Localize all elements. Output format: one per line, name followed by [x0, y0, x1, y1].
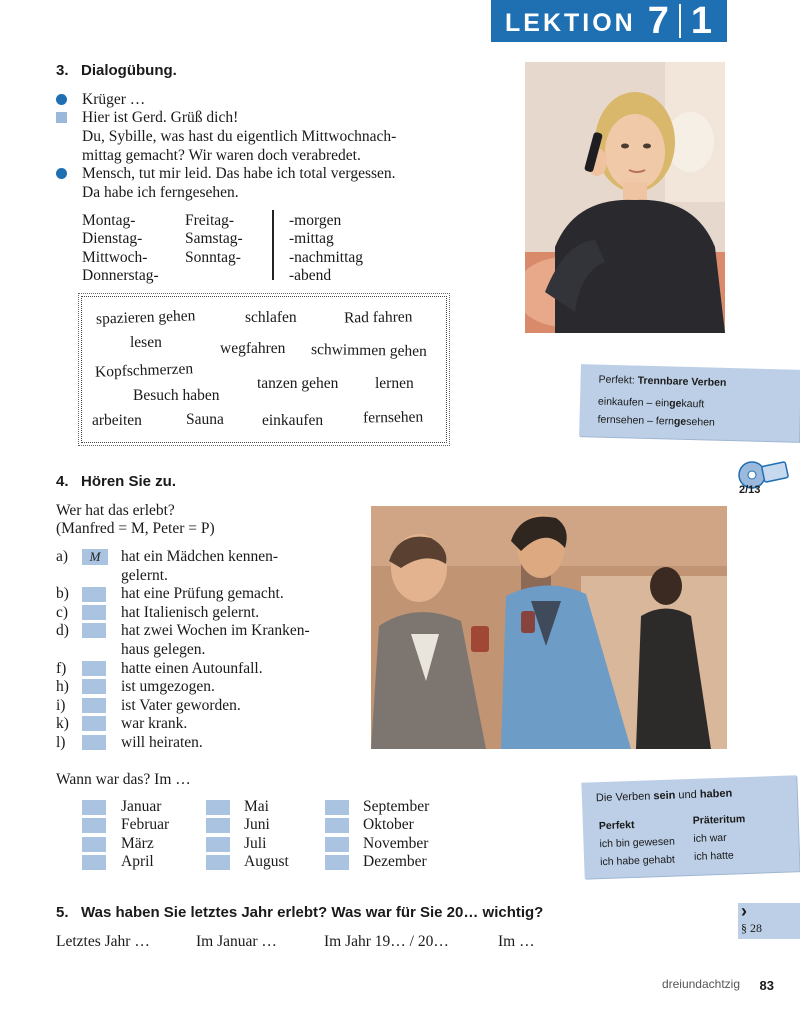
activity-word: Rad fahren	[343, 308, 413, 327]
verb-form: ich war	[693, 831, 727, 845]
month-label: März	[121, 835, 154, 852]
dialogue-line: Du, Sybille, was hast du eigentlich Mittwochnach-	[82, 128, 397, 145]
activity-word: spazieren gehen	[95, 307, 196, 328]
day-option: Mittwoch-	[82, 249, 148, 266]
month-label: Juni	[244, 816, 270, 833]
time-option: -abend	[289, 267, 332, 284]
cd-track-number: 2/13	[739, 484, 761, 496]
writing-prompt: Im …	[498, 933, 535, 950]
day-option: Sonntag-	[185, 249, 241, 266]
photo-party-conversation	[371, 506, 727, 749]
time-option: -nachmittag	[289, 249, 364, 266]
answer-field-l[interactable]	[82, 735, 106, 750]
when-question: Wann war das? Im …	[56, 771, 191, 788]
item-letter: b)	[56, 585, 69, 602]
grammar-box-sein-haben	[581, 775, 799, 878]
item-text: hat eine Prüfung gemacht.	[121, 585, 284, 602]
dialogue-line: Mensch, tut mir leid. Das habe ich total vergessen.	[82, 165, 396, 182]
page-number-word: dreiundachtzig	[661, 977, 740, 991]
answer-field-k[interactable]	[82, 716, 106, 731]
exercise-4-question: Wer hat das erlebt?	[56, 502, 175, 519]
lesson-number: 7	[647, 0, 669, 42]
exercise-4-number: 4.	[56, 473, 69, 490]
answer-field-a[interactable]	[82, 549, 108, 565]
day-option: Montag-	[82, 212, 136, 229]
grammar-example: fernsehen – ferngesehen	[597, 413, 715, 429]
activity-word: Besuch haben	[133, 387, 220, 404]
column-header-praeteritum: Präteritum	[692, 813, 746, 827]
month-checkbox-september[interactable]	[325, 800, 349, 815]
item-text: haus gelegen.	[121, 641, 206, 658]
photo-woman-on-phone	[525, 62, 725, 333]
month-checkbox-august[interactable]	[206, 855, 230, 870]
month-label: September	[363, 798, 430, 815]
answer-field-i[interactable]	[82, 698, 106, 713]
activity-word: lernen	[375, 375, 414, 392]
verb-form: ich bin gewesen	[599, 835, 676, 851]
exercise-3-number: 3.	[56, 62, 69, 79]
audio-cd-icon	[738, 460, 790, 500]
item-letter: k)	[56, 715, 69, 732]
month-checkbox-dezember[interactable]	[325, 855, 349, 870]
grammar-box-title: Perfekt: Trennbare Verben	[598, 373, 727, 389]
lesson-header-tab	[491, 0, 727, 42]
month-label: Juli	[244, 835, 267, 852]
dialogue-line: Hier ist Gerd. Grüß dich!	[82, 109, 239, 126]
activity-word: arbeiten	[92, 412, 142, 429]
answer-field-f[interactable]	[82, 661, 106, 676]
table-divider	[272, 210, 274, 280]
speaker-a-bullet-icon	[56, 168, 67, 179]
item-text: hatte einen Autounfall.	[121, 660, 263, 677]
verb-form: ich hatte	[693, 849, 734, 863]
writing-prompt: Im Januar …	[196, 933, 277, 950]
column-header-perfekt: Perfekt	[598, 818, 635, 833]
grammar-box-separable-verbs	[579, 364, 800, 442]
month-label: Dezember	[363, 853, 427, 870]
section-number: 1	[690, 0, 712, 42]
exercise-5-number: 5.	[56, 904, 69, 921]
item-letter: c)	[56, 604, 69, 621]
month-label: August	[244, 853, 289, 870]
dialogue-line: Da habe ich ferngesehen.	[82, 184, 239, 201]
time-option: -morgen	[289, 212, 342, 229]
exercise-4-legend: (Manfred = M, Peter = P)	[56, 520, 215, 537]
item-text: hat zwei Wochen im Kranken-	[121, 622, 310, 639]
activity-word: schwimmen gehen	[310, 340, 427, 361]
item-text: ist umgezogen.	[121, 678, 215, 695]
day-option: Dienstag-	[82, 230, 143, 247]
item-text: war krank.	[121, 715, 188, 732]
month-label: Februar	[121, 816, 170, 833]
answer-field-b[interactable]	[82, 587, 106, 602]
item-text: ist Vater geworden.	[121, 697, 241, 714]
answer-field-c[interactable]	[82, 605, 106, 620]
month-checkbox-mai[interactable]	[206, 800, 230, 815]
month-label: Oktober	[363, 816, 414, 833]
day-option: Samstag-	[185, 230, 243, 247]
grammar-reference-tab[interactable]	[738, 903, 800, 939]
header-divider	[679, 4, 681, 38]
dialogue-line: Krüger …	[82, 91, 146, 108]
activity-word: Sauna	[186, 411, 224, 428]
month-label: Januar	[121, 798, 162, 815]
item-text: hat ein Mädchen kennen-	[121, 548, 279, 565]
item-letter: a)	[56, 548, 69, 565]
item-text: will heiraten.	[121, 734, 203, 751]
month-checkbox-november[interactable]	[325, 837, 349, 852]
month-label: November	[363, 835, 429, 852]
item-letter: d)	[56, 622, 69, 639]
time-option: -mittag	[289, 230, 334, 247]
activity-word: schlafen	[245, 309, 297, 326]
activity-word: fernsehen	[362, 408, 424, 427]
speaker-a-bullet-icon	[56, 94, 67, 105]
activity-word: einkaufen	[262, 412, 324, 429]
dialogue-line: mittag gemacht? Wir waren doch verabredet.	[82, 147, 361, 164]
item-letter: l)	[56, 734, 66, 751]
day-option: Freitag-	[185, 212, 235, 229]
month-checkbox-januar[interactable]	[82, 800, 106, 815]
month-checkbox-juli[interactable]	[206, 837, 230, 852]
item-text: gelernt.	[121, 567, 168, 584]
exercise-3-title: Dialogübung.	[81, 62, 177, 79]
month-checkbox-juni[interactable]	[206, 818, 230, 833]
month-label: April	[121, 853, 154, 870]
answer-field-h[interactable]	[82, 679, 106, 694]
item-letter: h)	[56, 678, 69, 695]
activity-word: Kopfschmerzen	[94, 360, 194, 381]
grammar-reference-label: § 28	[741, 921, 762, 935]
activity-word: tanzen gehen	[257, 375, 339, 392]
day-option: Donnerstag-	[82, 267, 159, 284]
exercise-5-title: Was haben Sie letztes Jahr erlebt? Was war für Sie 20… wichtig?	[81, 904, 544, 921]
lesson-label: LEKTION	[505, 8, 636, 37]
month-checkbox-april[interactable]	[82, 855, 106, 870]
answer-value-a: M	[89, 549, 101, 564]
month-checkbox-februar[interactable]	[82, 818, 106, 833]
grammar-example: einkaufen – eingekauft	[597, 395, 705, 411]
month-checkbox-oktober[interactable]	[325, 818, 349, 833]
chevron-right-icon: ›	[741, 901, 747, 921]
item-letter: f)	[56, 660, 67, 677]
speaker-b-bullet-icon	[56, 112, 67, 123]
activity-word: lesen	[130, 334, 162, 351]
answer-field-d[interactable]	[82, 623, 106, 638]
grammar-box-title: Die Verben sein und haben	[595, 787, 733, 805]
item-letter: i)	[56, 697, 66, 714]
writing-prompt: Letztes Jahr …	[56, 933, 150, 950]
activity-word: wegfahren	[220, 340, 286, 357]
item-text: hat Italienisch gelernt.	[121, 604, 260, 621]
exercise-4-title: Hören Sie zu.	[81, 473, 177, 490]
verb-form: ich habe gehabt	[599, 853, 676, 869]
month-label: Mai	[244, 798, 269, 815]
writing-prompt: Im Jahr 19… / 20…	[324, 933, 449, 950]
month-checkbox-maerz[interactable]	[82, 837, 106, 852]
activity-word-box	[81, 296, 447, 443]
page-number: 83	[759, 978, 774, 993]
